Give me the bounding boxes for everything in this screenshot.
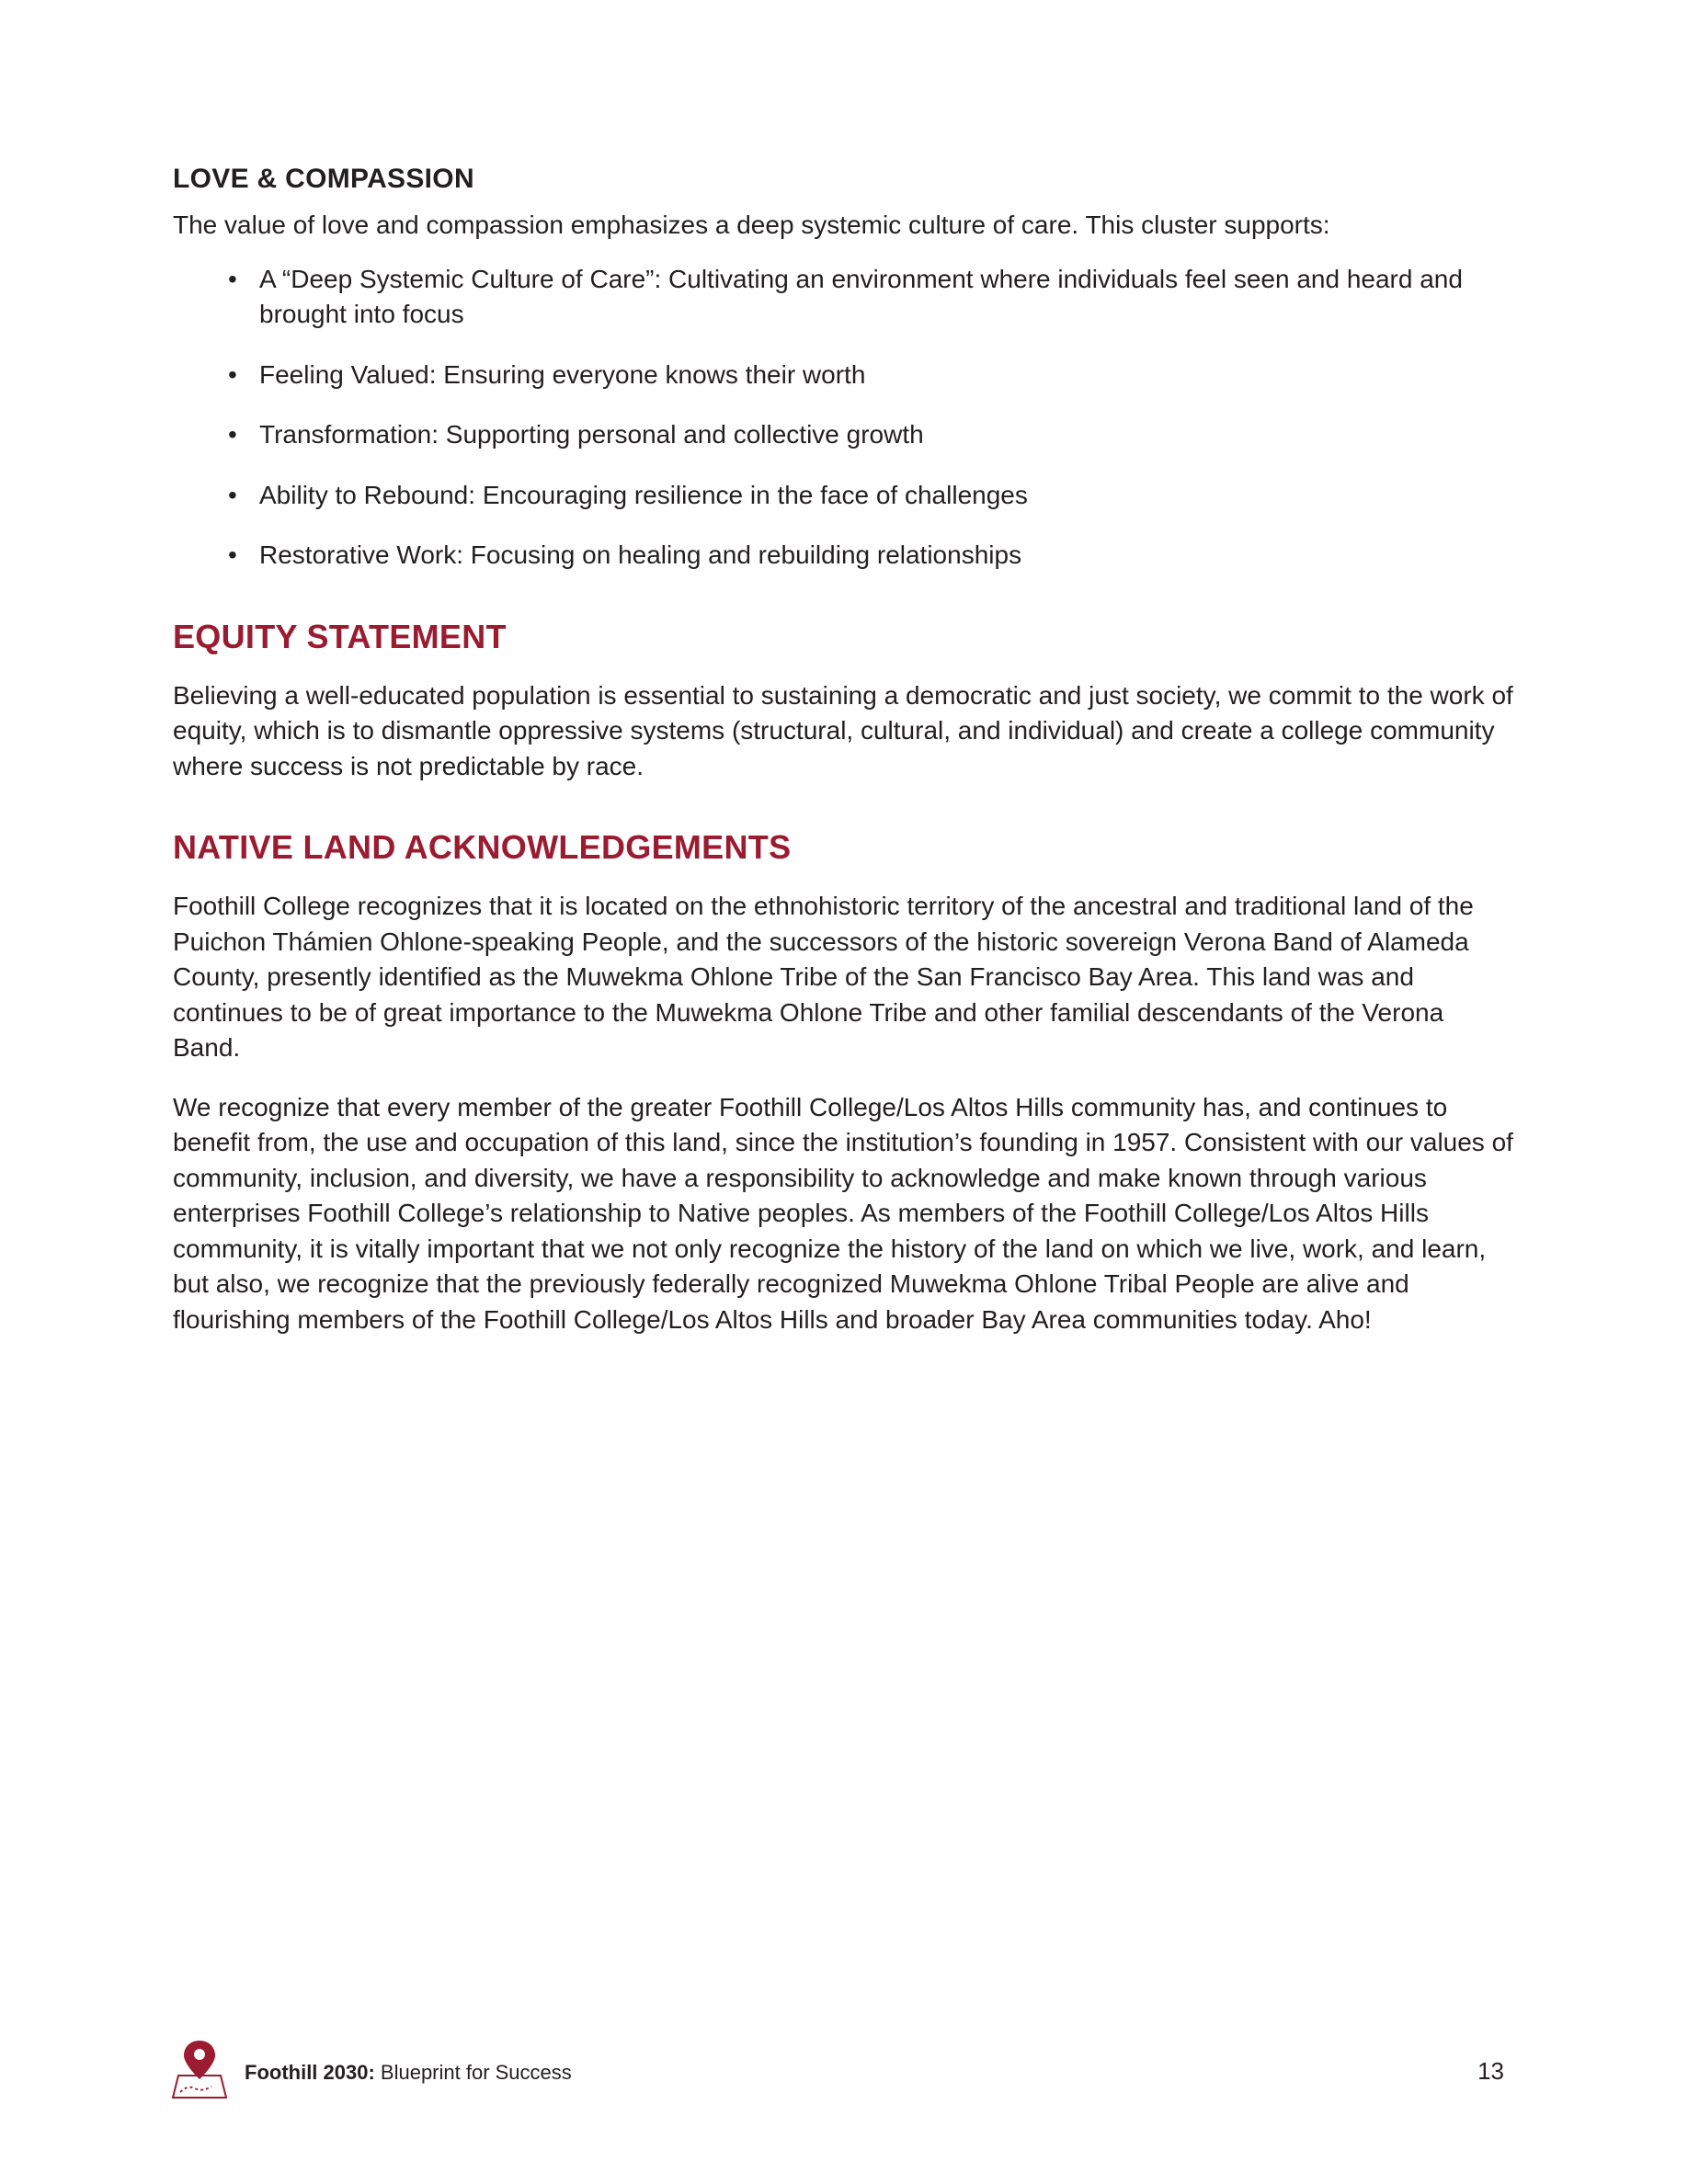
list-item: • Ability to Rebound: Encouraging resilience in the face of challenges (228, 478, 1515, 514)
equity-statement-heading: EQUITY STATEMENT (173, 617, 507, 655)
page-footer (171, 2039, 1504, 2103)
native-land-paragraph-1: Foothill College recognizes that it is located on the ethnohistoric territory of the ancestral and traditional land of the Puichon Thámien Ohlone-speaking People, and the successors of the historic sovereign Verona Band of Alameda County, presently identified as the Muwekma Ohlone Tribe of the San Francisco Bay Area. This land was and continues to be of great importance to the Muwekma Ohlone Tribe and other familial descendants of the Verona Band. (173, 892, 1474, 1062)
bullet-icon: • (228, 264, 237, 293)
bullet-icon: • (228, 420, 237, 449)
list-item: • Restorative Work: Focusing on healing and rebuilding relationships (228, 538, 1515, 574)
map-pin-icon (171, 2039, 228, 2099)
native-land-heading: NATIVE LAND ACKNOWLEDGEMENTS (173, 828, 792, 866)
bullet-icon: • (228, 480, 237, 509)
love-compassion-intro: The value of love and compassion emphasizes a deep systemic culture of care. This cluster supports: (173, 210, 1330, 239)
love-compassion-heading: LOVE & COMPASSION (173, 164, 474, 194)
bullet-icon: • (228, 540, 237, 569)
page-content (173, 164, 1515, 1361)
love-compassion-list (173, 262, 1515, 574)
list-item: • Feeling Valued: Ensuring everyone knows their worth (228, 358, 1515, 393)
native-land-paragraph-2: We recognize that every member of the greater Foothill College/Los Altos Hills community has, and continues to benefit from, the use and occupation of this land, since the institution’s founding in 1957. Consistent with our values of community, inclusion, and diversity, we have a responsibility to acknowledge and make known through various enterprises Foothill College’s relationship to Native peoples. As members of the Foothill College/Los Altos Hills community, it is vitally important that we not only recognize the history of the land on which we live, work, and learn, but also, we recognize that the previously federally recognized Muwekma Ohlone Tribal People are alive and flourishing members of the Foothill College/Los Altos Hills and broader Bay Area communities today. Aho! (173, 1092, 1513, 1334)
bullet-icon: • (228, 359, 237, 389)
list-item: • A “Deep Systemic Culture of Care”: Cultivating an environment where individuals feel seen and heard and brought into focus (228, 262, 1515, 333)
equity-statement-body: Believing a well-educated population is essential to sustaining a democratic and just society, we commit to the work of equity, which is to dismantle oppressive systems (structural, cultural, and individual) and create a college community where success is not predictable by race. (173, 680, 1513, 780)
list-item: • Transformation: Supporting personal and collective growth (228, 417, 1515, 453)
page-number: 13 (1477, 2057, 1504, 2085)
footer-title: Foothill 2030: Blueprint for Success (245, 2061, 572, 2084)
